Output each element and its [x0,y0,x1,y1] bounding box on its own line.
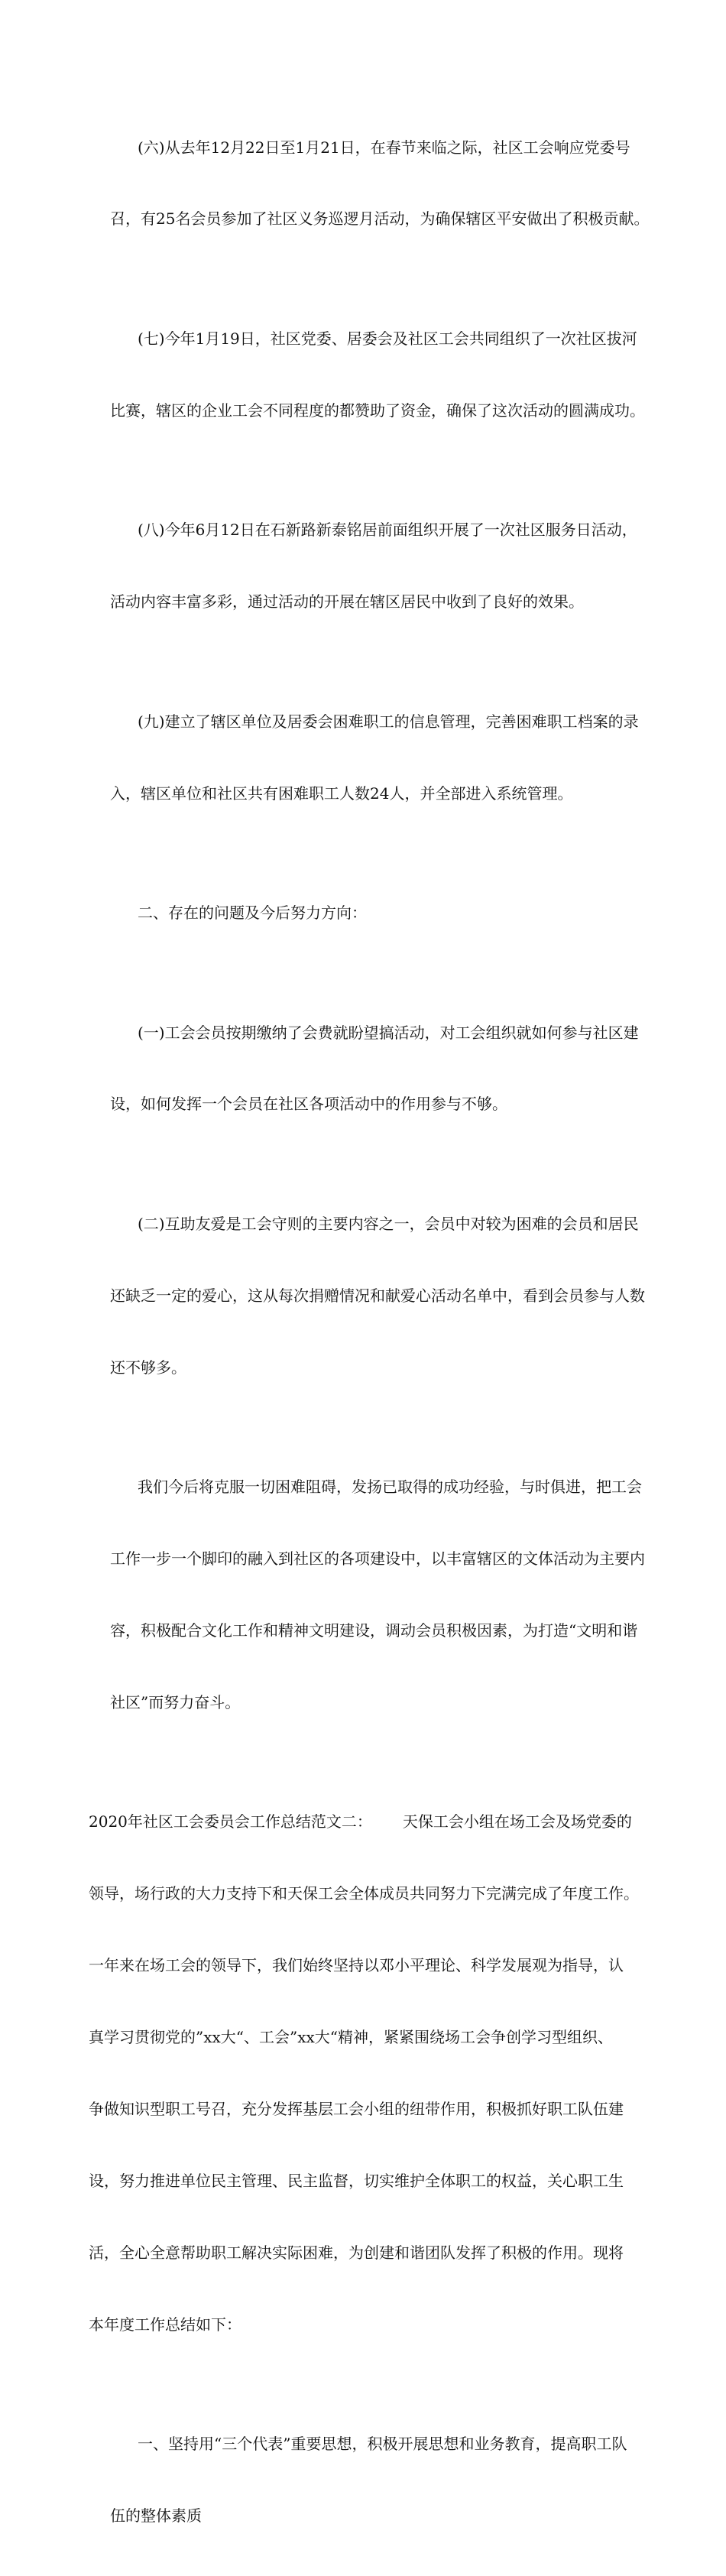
text-line: 比赛，辖区的企业工会不同程度的都赞助了资金，确保了这次活动的圆满成功。 [110,401,645,420]
text-line: 工作一步一个脚印的融入到社区的各项建设中，以丰富辖区的文体活动为主要内 [110,1549,645,1569]
paragraph-item-9 [110,662,639,853]
paragraph-item-7 [110,279,645,470]
document-body [89,88,650,2576]
text-line: (二)互助友爱是工会守则的主要内容之一，会员中对较为困难的会员和居民 [138,1214,639,1233]
text-segment: 天保工会小组在场工会及场党委的 [402,1812,632,1831]
text-line: 争做知识型职工号召，充分发挥基层工会小组的纽带作用，积极抓好职工队伍建 [89,2099,624,2118]
text-line: 伍的整体素质 [110,2506,202,2525]
paragraph-item-8 [110,471,637,662]
second-title-line [89,1810,632,1834]
text-line: 一年来在场工会的领导下，我们始终坚持以邓小平理论、科学发展观为指导，认 [89,1956,624,1975]
text-line: 还缺乏一定的爱心，这从每次捐赠情况和献爱心活动名单中，看到会员参与人数 [110,1286,645,1305]
paragraph-item-6 [110,88,650,279]
text-line: (六)从去年12月22日至1月21日，在春节来临之际，社区工会响应党委号 [138,138,630,157]
text-line: 入，辖区单位和社区共有困难职工人数24人，并全部进入系统管理。 [110,784,573,803]
text-line: 活动内容丰富多彩，通过活动的开展在辖区居民中收到了良好的效果。 [110,592,584,612]
section-heading-problems [110,854,617,973]
text-line: 召，有25名会员参加了社区义务巡逻月活动，为确保辖区平安做出了积极贡献。 [110,209,650,229]
text-line: 设，如何发挥一个会员在社区各项活动中的作用参与不够。 [110,1095,507,1114]
text-line: 本年度工作总结如下： [89,2315,241,2334]
text-line: (八)今年6月12日在石新路新泰铭居前面组织开展了一次社区服务日活动， [138,521,637,540]
text-line: (七)今年1月19日，社区党委、居委会及社区工会共同组织了一次社区拔河 [138,329,637,348]
second-title: 2020年社区工会委员会工作总结范文二： [89,1812,372,1831]
text-line: (九)建立了辖区单位及居委会困难职工的信息管理，完善困难职工档案的录 [138,712,639,731]
paragraph-problem-1 [110,973,639,1164]
text-line: 设，努力推进单位民主管理、民主监督，切实维护全体职工的权益，关心职工生 [89,2171,624,2190]
paragraph-first-item [110,2385,627,2576]
section-heading: 二、存在的问题及今后努力方向： [138,904,367,923]
text-line: 我们今后将克服一切困难阻碍，发扬已取得的成功经验，与时俱进，把工会 [138,1478,642,1497]
text-line: 还不够多。 [110,1358,186,1377]
text-line: 容，积极配合文化工作和精神文明建设，调动会员积极因素，为打造“文明和谐 [110,1621,638,1640]
text-line: (一)工会会员按期缴纳了会费就盼望搞活动，对工会组织就如何参与社区建 [138,1023,639,1042]
text-line: 一、坚持用“三个代表”重要思想，积极开展思想和业务教育，提高职工队 [138,2435,627,2454]
text-line: 真学习贯彻党的”xx大“、工会”xx大“精神，紧紧围绕场工会争创学习型组织、 [89,2028,614,2047]
paragraph-future [110,1428,645,1763]
text-line: 领导，场行政的大力支持下和天保工会全体成员共同努力下完满完成了年度工作。 [89,1884,639,1903]
second-summary [89,1763,639,2385]
paragraph-problem-2 [110,1164,645,1427]
text-line: 社区”而努力奋斗。 [110,1692,241,1711]
text-line: 活，全心全意帮助职工解决实际困难，为创建和谐团队发挥了积极的作用。现将 [89,2243,624,2262]
